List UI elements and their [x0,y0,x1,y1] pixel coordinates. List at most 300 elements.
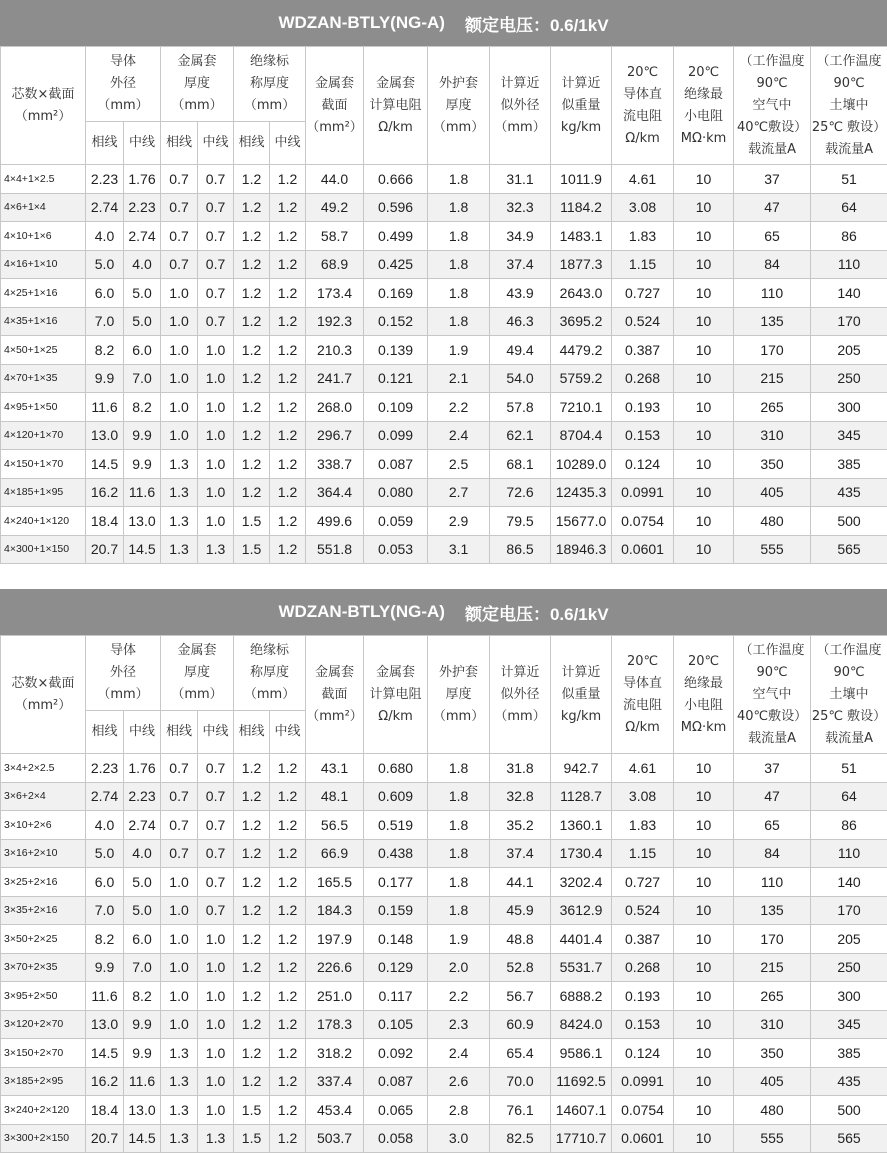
table-cell: 110 [811,839,887,868]
table-cell: 1.2 [270,1124,306,1153]
table-cell: 1128.7 [551,782,612,811]
table-cell: 57.8 [490,393,551,422]
table-cell: 10 [674,478,734,507]
table-cell: 1.2 [270,393,306,422]
table-cell: 1.3 [161,1067,198,1096]
table-cell: 56.5 [306,811,364,840]
table-cell: 565 [811,535,887,564]
table-cell: 10 [674,507,734,536]
table-cell: 1.0 [161,925,198,954]
table-cell: 205 [811,925,887,954]
table-cell: 499.6 [306,507,364,536]
table-cell: 8.2 [86,336,124,365]
table-cell: 9.9 [124,1039,161,1068]
table-cell: 10 [674,925,734,954]
table-cell: 2.6 [428,1067,490,1096]
table-cell: 51 [811,754,887,783]
table-cell: 345 [811,1010,887,1039]
table-cell: 0.7 [198,868,234,897]
table-cell: 35.2 [490,811,551,840]
table-cell: 10 [674,1124,734,1153]
spec-table [0,46,887,564]
table-cell: 1.3 [161,1096,198,1125]
table-title-bar [0,589,887,635]
subheader-neutral: 中线 [270,122,306,165]
table-cell: 7.0 [124,364,161,393]
subheader-neutral: 中线 [124,711,161,754]
table-cell: 110 [734,868,811,897]
table-cell: 0.0991 [612,1067,674,1096]
table-title-bar [0,0,887,46]
table-cell: 1.0 [198,1039,234,1068]
table-cell: 1.2 [234,1010,270,1039]
table-cell: 1.3 [198,1124,234,1153]
table-cell: 1.0 [198,364,234,393]
table-cell: 0.727 [612,868,674,897]
table-cell: 0.7 [161,193,198,222]
table-cell: 58.7 [306,222,364,251]
table-cell: 65 [734,811,811,840]
table-cell: 0.7 [161,222,198,251]
table-body [1,754,887,1153]
table-cell: 5.0 [124,896,161,925]
table-title-model: WDZAN-BTLY(NG-A) [278,602,445,622]
table-cell: 43.9 [490,279,551,308]
table-cell: 0.065 [364,1096,428,1125]
cell-spec: 4×16+1×10 [1,250,86,279]
header-conductor-od: 导体 外径 （mm） [86,636,161,711]
table-cell: 2643.0 [551,279,612,308]
table-row [1,1039,887,1068]
table-cell: 3202.4 [551,868,612,897]
table-cell: 1.2 [270,1010,306,1039]
table-cell: 66.9 [306,839,364,868]
table-cell: 310 [734,421,811,450]
table-cell: 140 [811,279,887,308]
cell-spec: 3×150+2×70 [1,1039,86,1068]
table-cell: 14607.1 [551,1096,612,1125]
table-cell: 2.7 [428,478,490,507]
table-cell: 250 [811,364,887,393]
table-cell: 1.0 [198,982,234,1011]
table-cell: 1.2 [234,782,270,811]
table-cell: 6.0 [124,925,161,954]
table-cell: 350 [734,1039,811,1068]
header-ampacity-air: （工作温度 90℃ 空气中 40℃敷设） 载流量A [734,636,811,754]
table-cell: 1.2 [270,222,306,251]
table-cell: 2.74 [124,811,161,840]
table-cell: 1.0 [198,421,234,450]
table-cell: 1.2 [270,1039,306,1068]
table-cell: 9.9 [124,421,161,450]
table-cell: 184.3 [306,896,364,925]
table-cell: 1.2 [270,982,306,1011]
table-cell: 47 [734,782,811,811]
cell-spec: 3×4+2×2.5 [1,754,86,783]
table-row [1,507,887,536]
table-cell: 2.2 [428,982,490,1011]
cell-spec: 3×300+2×150 [1,1124,86,1153]
table-cell: 1.8 [428,754,490,783]
table-row [1,307,887,336]
table-cell: 385 [811,1039,887,1068]
table-cell: 1.5 [234,535,270,564]
table-cell: 10 [674,839,734,868]
table-cell: 215 [734,364,811,393]
table-cell: 0.7 [198,193,234,222]
table-cell: 1.5 [234,1124,270,1153]
table-row [1,1010,887,1039]
table-cell: 1.2 [234,896,270,925]
table-cell: 9586.1 [551,1039,612,1068]
table-cell: 44.1 [490,868,551,897]
table-cell: 0.7 [161,782,198,811]
table-cell: 0.7 [198,896,234,925]
table-cell: 1.3 [161,1039,198,1068]
header-outer-sheath: 外护套 厚度 （mm） [428,636,490,754]
table-cell: 0.087 [364,1067,428,1096]
table-cell: 0.7 [161,811,198,840]
cell-spec: 4×150+1×70 [1,450,86,479]
table-cell: 0.0601 [612,535,674,564]
table-cell: 11692.5 [551,1067,612,1096]
table-cell: 2.74 [86,193,124,222]
table-cell: 37 [734,165,811,194]
table-cell: 17710.7 [551,1124,612,1153]
header-insulation-resistance: 20℃ 绝缘最 小电阻 MΩ·km [674,47,734,165]
cell-spec: 4×4+1×2.5 [1,165,86,194]
table-cell: 1877.3 [551,250,612,279]
table-cell: 1.0 [161,336,198,365]
cable-spec-table-4-core [0,0,887,564]
table-cell: 10 [674,754,734,783]
table-cell: 7.0 [86,307,124,336]
table-cell: 1.0 [198,507,234,536]
table-cell: 2.9 [428,507,490,536]
table-cell: 173.4 [306,279,364,308]
table-cell: 43.1 [306,754,364,783]
table-cell: 1.2 [234,393,270,422]
table-cell: 51 [811,165,887,194]
subheader-phase: 相线 [86,711,124,754]
table-cell: 0.7 [198,307,234,336]
table-cell: 0.148 [364,925,428,954]
table-row [1,478,887,507]
table-cell: 10 [674,421,734,450]
table-cell: 1.76 [124,754,161,783]
table-cell: 6888.2 [551,982,612,1011]
table-cell: 0.387 [612,336,674,365]
cell-spec: 4×6+1×4 [1,193,86,222]
table-cell: 4.0 [86,811,124,840]
table-cell: 1.2 [270,507,306,536]
cell-spec: 4×120+1×70 [1,421,86,450]
table-cell: 0.268 [612,364,674,393]
table-cell: 1.2 [234,165,270,194]
table-cell: 192.3 [306,307,364,336]
table-cell: 0.080 [364,478,428,507]
table-cell: 64 [811,782,887,811]
table-cell: 10 [674,165,734,194]
table-cell: 1.8 [428,782,490,811]
table-cell: 1.2 [270,782,306,811]
table-cell: 503.7 [306,1124,364,1153]
table-cell: 0.159 [364,896,428,925]
table-cell: 34.9 [490,222,551,251]
table-cell: 300 [811,393,887,422]
table-cell: 1.2 [270,535,306,564]
table-cell: 1.2 [234,222,270,251]
table-cell: 5.0 [86,250,124,279]
table-row [1,782,887,811]
table-cell: 310 [734,1010,811,1039]
table-cell: 0.524 [612,307,674,336]
table-cell: 16.2 [86,1067,124,1096]
table-cell: 8704.4 [551,421,612,450]
table-cell: 226.6 [306,953,364,982]
table-cell: 2.23 [86,754,124,783]
table-cell: 9.9 [86,953,124,982]
cell-spec: 3×240+2×120 [1,1096,86,1125]
table-cell: 0.092 [364,1039,428,1068]
table-row [1,1067,887,1096]
table-cell: 86.5 [490,535,551,564]
table-cell: 2.5 [428,450,490,479]
table-cell: 1.2 [234,364,270,393]
cell-spec: 3×95+2×50 [1,982,86,1011]
table-cell: 178.3 [306,1010,364,1039]
table-cell: 500 [811,1096,887,1125]
table-cell: 555 [734,535,811,564]
subheader-phase: 相线 [234,122,270,165]
table-cell: 2.23 [124,193,161,222]
table-row [1,754,887,783]
table-cell: 20.7 [86,1124,124,1153]
header-insulation-thickness: 绝缘标 称厚度 （mm） [234,636,306,711]
table-cell: 1.2 [270,421,306,450]
table-cell: 10 [674,953,734,982]
table-cell: 1.0 [161,982,198,1011]
cell-spec: 4×25+1×16 [1,279,86,308]
cell-spec: 3×16+2×10 [1,839,86,868]
header-approx-weight: 计算近 似重量 kg/km [551,47,612,165]
table-cell: 2.4 [428,421,490,450]
table-cell: 84 [734,839,811,868]
table-cell: 37.4 [490,250,551,279]
table-row [1,336,887,365]
table-cell: 15677.0 [551,507,612,536]
table-cell: 10 [674,393,734,422]
table-row [1,925,887,954]
table-cell: 65.4 [490,1039,551,1068]
table-cell: 1.3 [161,507,198,536]
table-cell: 2.74 [86,782,124,811]
table-cell: 0.152 [364,307,428,336]
table-cell: 5759.2 [551,364,612,393]
table-cell: 10 [674,364,734,393]
table-title-voltage: 额定电压：0.6/1kV [465,11,609,36]
table-cell: 2.74 [124,222,161,251]
table-cell: 0.129 [364,953,428,982]
table-cell: 1.0 [198,925,234,954]
table-cell: 13.0 [86,1010,124,1039]
table-cell: 0.7 [198,811,234,840]
cell-spec: 3×120+2×70 [1,1010,86,1039]
table-cell: 1.2 [270,1067,306,1096]
table-cell: 0.387 [612,925,674,954]
table-cell: 49.2 [306,193,364,222]
table-cell: 1.0 [161,868,198,897]
table-cell: 6.0 [86,868,124,897]
table-cell: 10 [674,193,734,222]
table-cell: 72.6 [490,478,551,507]
table-cell: 350 [734,450,811,479]
header-outer-sheath: 外护套 厚度 （mm） [428,47,490,165]
cell-spec: 4×185+1×95 [1,478,86,507]
table-cell: 8.2 [86,925,124,954]
table-cell: 3.08 [612,193,674,222]
table-cell: 1.2 [234,421,270,450]
table-cell: 7.0 [124,953,161,982]
table-row [1,1124,887,1153]
table-cell: 241.7 [306,364,364,393]
table-cell: 10289.0 [551,450,612,479]
table-row [1,193,887,222]
table-cell: 37.4 [490,839,551,868]
table-cell: 500 [811,507,887,536]
table-cell: 44.0 [306,165,364,194]
table-row [1,450,887,479]
table-cell: 13.0 [86,421,124,450]
header-metal-sheath-thickness: 金属套 厚度 （mm） [161,47,234,122]
cell-spec: 3×35+2×16 [1,896,86,925]
table-cell: 435 [811,1067,887,1096]
header-insulation-resistance: 20℃ 绝缘最 小电阻 MΩ·km [674,636,734,754]
table-cell: 0.7 [161,839,198,868]
table-cell: 0.105 [364,1010,428,1039]
table-cell: 4.0 [124,839,161,868]
table-cell: 68.1 [490,450,551,479]
table-cell: 10 [674,250,734,279]
table-cell: 1.2 [270,953,306,982]
table-cell: 1.76 [124,165,161,194]
table-cell: 10 [674,535,734,564]
table-cell: 4.61 [612,754,674,783]
table-cell: 1.2 [270,279,306,308]
header-ampacity-soil: （工作温度 90℃ 土壤中 25℃ 敷设） 载流量A [811,636,887,754]
table-cell: 62.1 [490,421,551,450]
table-cell: 0.666 [364,165,428,194]
table-cell: 1.8 [428,896,490,925]
table-cell: 1.2 [234,1067,270,1096]
table-cell: 1.2 [234,982,270,1011]
table-cell: 1.3 [161,535,198,564]
table-cell: 170 [734,336,811,365]
cell-spec: 4×35+1×16 [1,307,86,336]
cell-spec: 3×6+2×4 [1,782,86,811]
table-cell: 1.2 [234,307,270,336]
table-cell: 345 [811,421,887,450]
table-cell: 16.2 [86,478,124,507]
table-cell: 0.099 [364,421,428,450]
table-cell: 65 [734,222,811,251]
table-cell: 18946.3 [551,535,612,564]
table-cell: 1.2 [234,839,270,868]
table-row [1,165,887,194]
table-cell: 0.7 [161,754,198,783]
table-cell: 86 [811,811,887,840]
table-cell: 1.2 [234,450,270,479]
header-dc-resistance: 20℃ 导体直 流电阻 Ω/km [612,47,674,165]
table-cell: 5531.7 [551,953,612,982]
header-approx-od: 计算近 似外径 （mm） [490,636,551,754]
table-cell: 9.9 [86,364,124,393]
cell-spec: 3×70+2×35 [1,953,86,982]
table-cell: 1.2 [270,307,306,336]
table-cell: 9.9 [124,1010,161,1039]
table-cell: 1.0 [161,953,198,982]
table-cell: 170 [811,896,887,925]
cell-spec: 4×240+1×120 [1,507,86,536]
subheader-phase: 相线 [161,122,198,165]
table-cell: 1.9 [428,336,490,365]
table-cell: 1.0 [198,478,234,507]
table-cell: 0.0754 [612,1096,674,1125]
table-cell: 1.2 [270,478,306,507]
table-cell: 11.6 [86,982,124,1011]
table-cell: 1.2 [234,193,270,222]
table-cell: 1.83 [612,222,674,251]
table-cell: 76.1 [490,1096,551,1125]
table-cell: 318.2 [306,1039,364,1068]
table-cell: 1.8 [428,839,490,868]
header-sheath-area: 金属套 截面 （mm²） [306,47,364,165]
table-cell: 10 [674,1039,734,1068]
table-row [1,364,887,393]
table-row [1,393,887,422]
table-cell: 1483.1 [551,222,612,251]
table-cell: 0.193 [612,393,674,422]
table-cell: 14.5 [124,535,161,564]
table-cell: 32.8 [490,782,551,811]
table-cell: 10 [674,868,734,897]
table-cell: 1.15 [612,250,674,279]
table-cell: 11.6 [86,393,124,422]
table-cell: 79.5 [490,507,551,536]
table-row [1,839,887,868]
header-spec: 芯数×截面 （mm²） [1,636,86,754]
table-cell: 435 [811,478,887,507]
table-cell: 10 [674,307,734,336]
table-cell: 215 [734,953,811,982]
table-cell: 265 [734,393,811,422]
table-cell: 4401.4 [551,925,612,954]
table-row [1,811,887,840]
header-ampacity-soil: （工作温度 90℃ 土壤中 25℃ 敷设） 载流量A [811,47,887,165]
table-cell: 1.2 [234,868,270,897]
table-cell: 0.139 [364,336,428,365]
table-cell: 1.5 [234,1096,270,1125]
table-cell: 3695.2 [551,307,612,336]
table-cell: 1.2 [270,839,306,868]
table-cell: 2.23 [86,165,124,194]
table-cell: 64 [811,193,887,222]
table-cell: 364.4 [306,478,364,507]
table-cell: 170 [734,925,811,954]
table-cell: 46.3 [490,307,551,336]
subheader-phase: 相线 [86,122,124,165]
header-metal-sheath-thickness: 金属套 厚度 （mm） [161,636,234,711]
